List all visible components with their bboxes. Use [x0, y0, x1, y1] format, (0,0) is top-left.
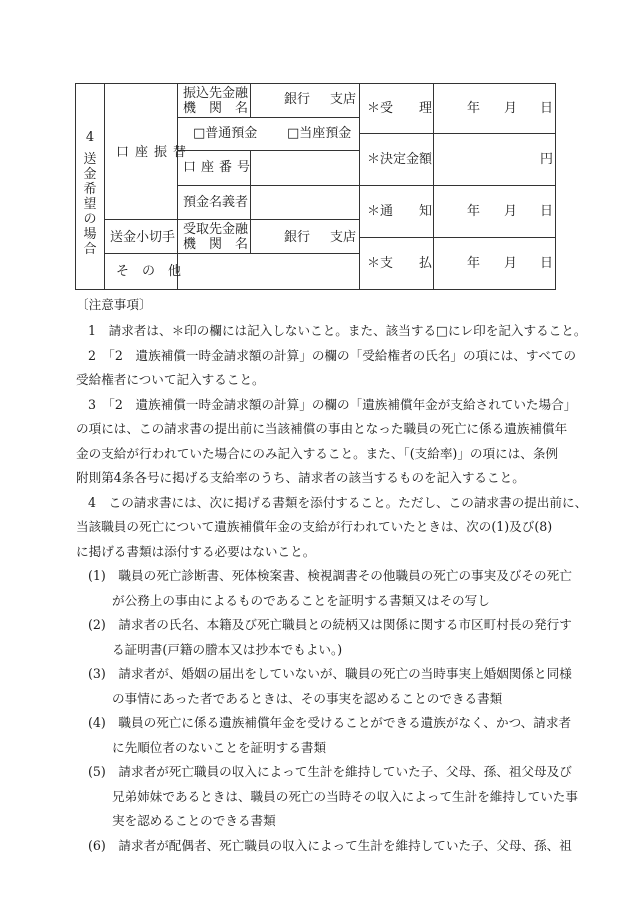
shiharai-label: ＊支 払 [367, 256, 433, 271]
section-title-char: の [83, 212, 97, 227]
kettei-kingaku-label: ＊決定金額 [367, 152, 433, 167]
other-label: そ の 他 [116, 264, 182, 279]
receiver-bank-label-1: 受取先金融 [183, 222, 249, 237]
note-line: 附則第4条各号に掲げる支給率のうち、請求者の該当するものを記入すること。 [76, 470, 525, 485]
kettei-kingaku-unit: 円 [540, 152, 554, 167]
tsuchi-label: ＊通 知 [367, 204, 433, 219]
tsuchi-year: 年 [467, 204, 481, 219]
account-number-field[interactable] [252, 152, 357, 184]
receiver-bank-label-2: 機 関 名 [183, 237, 249, 252]
tsuchi-day: 日 [540, 204, 554, 219]
note-line: が公務上の事由によるものであることを証明する書類又はその写し [112, 593, 490, 608]
juri-label: ＊受 理 [367, 101, 433, 116]
note-line: る証明書(戸籍の謄本又は抄本でもよい。) [112, 642, 343, 657]
shiharai-day: 日 [540, 256, 554, 271]
branch-unit: 支店 [330, 92, 357, 107]
section-title-char: 金 [83, 167, 97, 182]
note-line: (3) 請求者が、婚姻の届出をしていないが、職員の死亡の当時事実上婚姻関係と同様 [88, 666, 572, 681]
toza-checkbox-label[interactable]: □当座預金 [287, 126, 352, 141]
note-line: (5) 請求者が死亡職員の収入によって生計を維持していた子、父母、孫、祖父母及び [88, 764, 572, 779]
note-line: 1 請求者は、＊印の欄には記入しないこと。また、該当する□にレ印を記入すること。 [88, 323, 587, 338]
furikomi-bank-label-1: 振込先金融 [183, 86, 249, 101]
juri-year: 年 [467, 101, 481, 116]
note-line: に先順位者のないことを証明する書類 [112, 740, 327, 755]
note-line: 当該職員の死亡について遺族補償年金の支給が行われていたときは、次の(1)及び(8) [76, 519, 553, 534]
note-line: 金の支給が行われていた場合にのみ記入すること。また、「(支給率)」の項には、条例 [76, 446, 559, 461]
receiver-bank-unit: 銀行 [284, 230, 311, 245]
note-line: 4 この請求書には、次に掲げる書類を添付すること。ただし、この請求書の提出前に、 [88, 495, 588, 510]
section-number: 4 [85, 130, 95, 145]
section-title-char: 望 [83, 197, 97, 212]
koza-furikae-label: 口座振替 [116, 145, 193, 160]
section-title-char: 場 [83, 227, 97, 242]
note-line: (1) 職員の死亡診断書、死体検案書、検視調書その他職員の死亡の事実及びその死亡 [88, 568, 572, 583]
notes-heading: 〔注意事項〕 [76, 297, 152, 312]
furikomi-bank-label-2: 機 関 名 [183, 101, 249, 116]
note-line: (6) 請求者が配偶者、死亡職員の収入によって生計を維持していた子、父母、孫、祖 [88, 838, 572, 853]
note-line: (4) 職員の死亡に係る遺族補償年金を受けることができる遺族がなく、かつ、請求者 [88, 715, 572, 730]
account-holder-field[interactable] [252, 187, 357, 218]
section-title-char: 送 [83, 152, 97, 167]
bank-unit: 銀行 [284, 92, 311, 107]
section-title [83, 152, 97, 257]
tsuchi-month: 月 [504, 204, 518, 219]
receiver-branch-unit: 支店 [330, 230, 357, 245]
shiharai-month: 月 [504, 256, 518, 271]
account-number-label: 口座番号 [183, 160, 256, 175]
sokin-kogitte-label: 送金小切手 [110, 230, 176, 245]
shiharai-year: 年 [467, 256, 481, 271]
futsu-checkbox-label[interactable]: □普通預金 [193, 126, 258, 141]
note-line: 2 「2 遺族補償一時金請求額の計算」の欄の「受給権者の氏名」の項には、すべての [88, 348, 577, 363]
section-title-char: 合 [83, 242, 97, 257]
section-title-char: 希 [83, 182, 97, 197]
juri-day: 日 [540, 101, 554, 116]
juri-month: 月 [504, 101, 518, 116]
note-line: 実を認めることのできる書類 [112, 813, 276, 828]
note-line: 兄弟姉妹であるときは、職員の死亡の当時その収入によって生計を維持していた事 [112, 789, 578, 804]
note-line: (2) 請求者の氏名、本籍及び死亡職員との続柄又は関係に関する市区町村長の発行す [88, 617, 572, 632]
account-holder-label: 預金名義者 [183, 195, 249, 210]
note-line: の事情にあった者であるときは、その事実を認めることのできる書類 [112, 691, 503, 706]
note-line: 受給権者について記入すること。 [76, 372, 265, 387]
note-line: 3 「2 遺族補償一時金請求額の計算」の欄の「遺族補償年金が支給されていた場合」 [88, 397, 577, 412]
note-line: に掲げる書類は添付する必要はないこと。 [76, 544, 316, 559]
note-line: の項には、この請求書の提出前に当該補償の事由となった職員の死亡に係る遺族補償年 [76, 421, 568, 436]
